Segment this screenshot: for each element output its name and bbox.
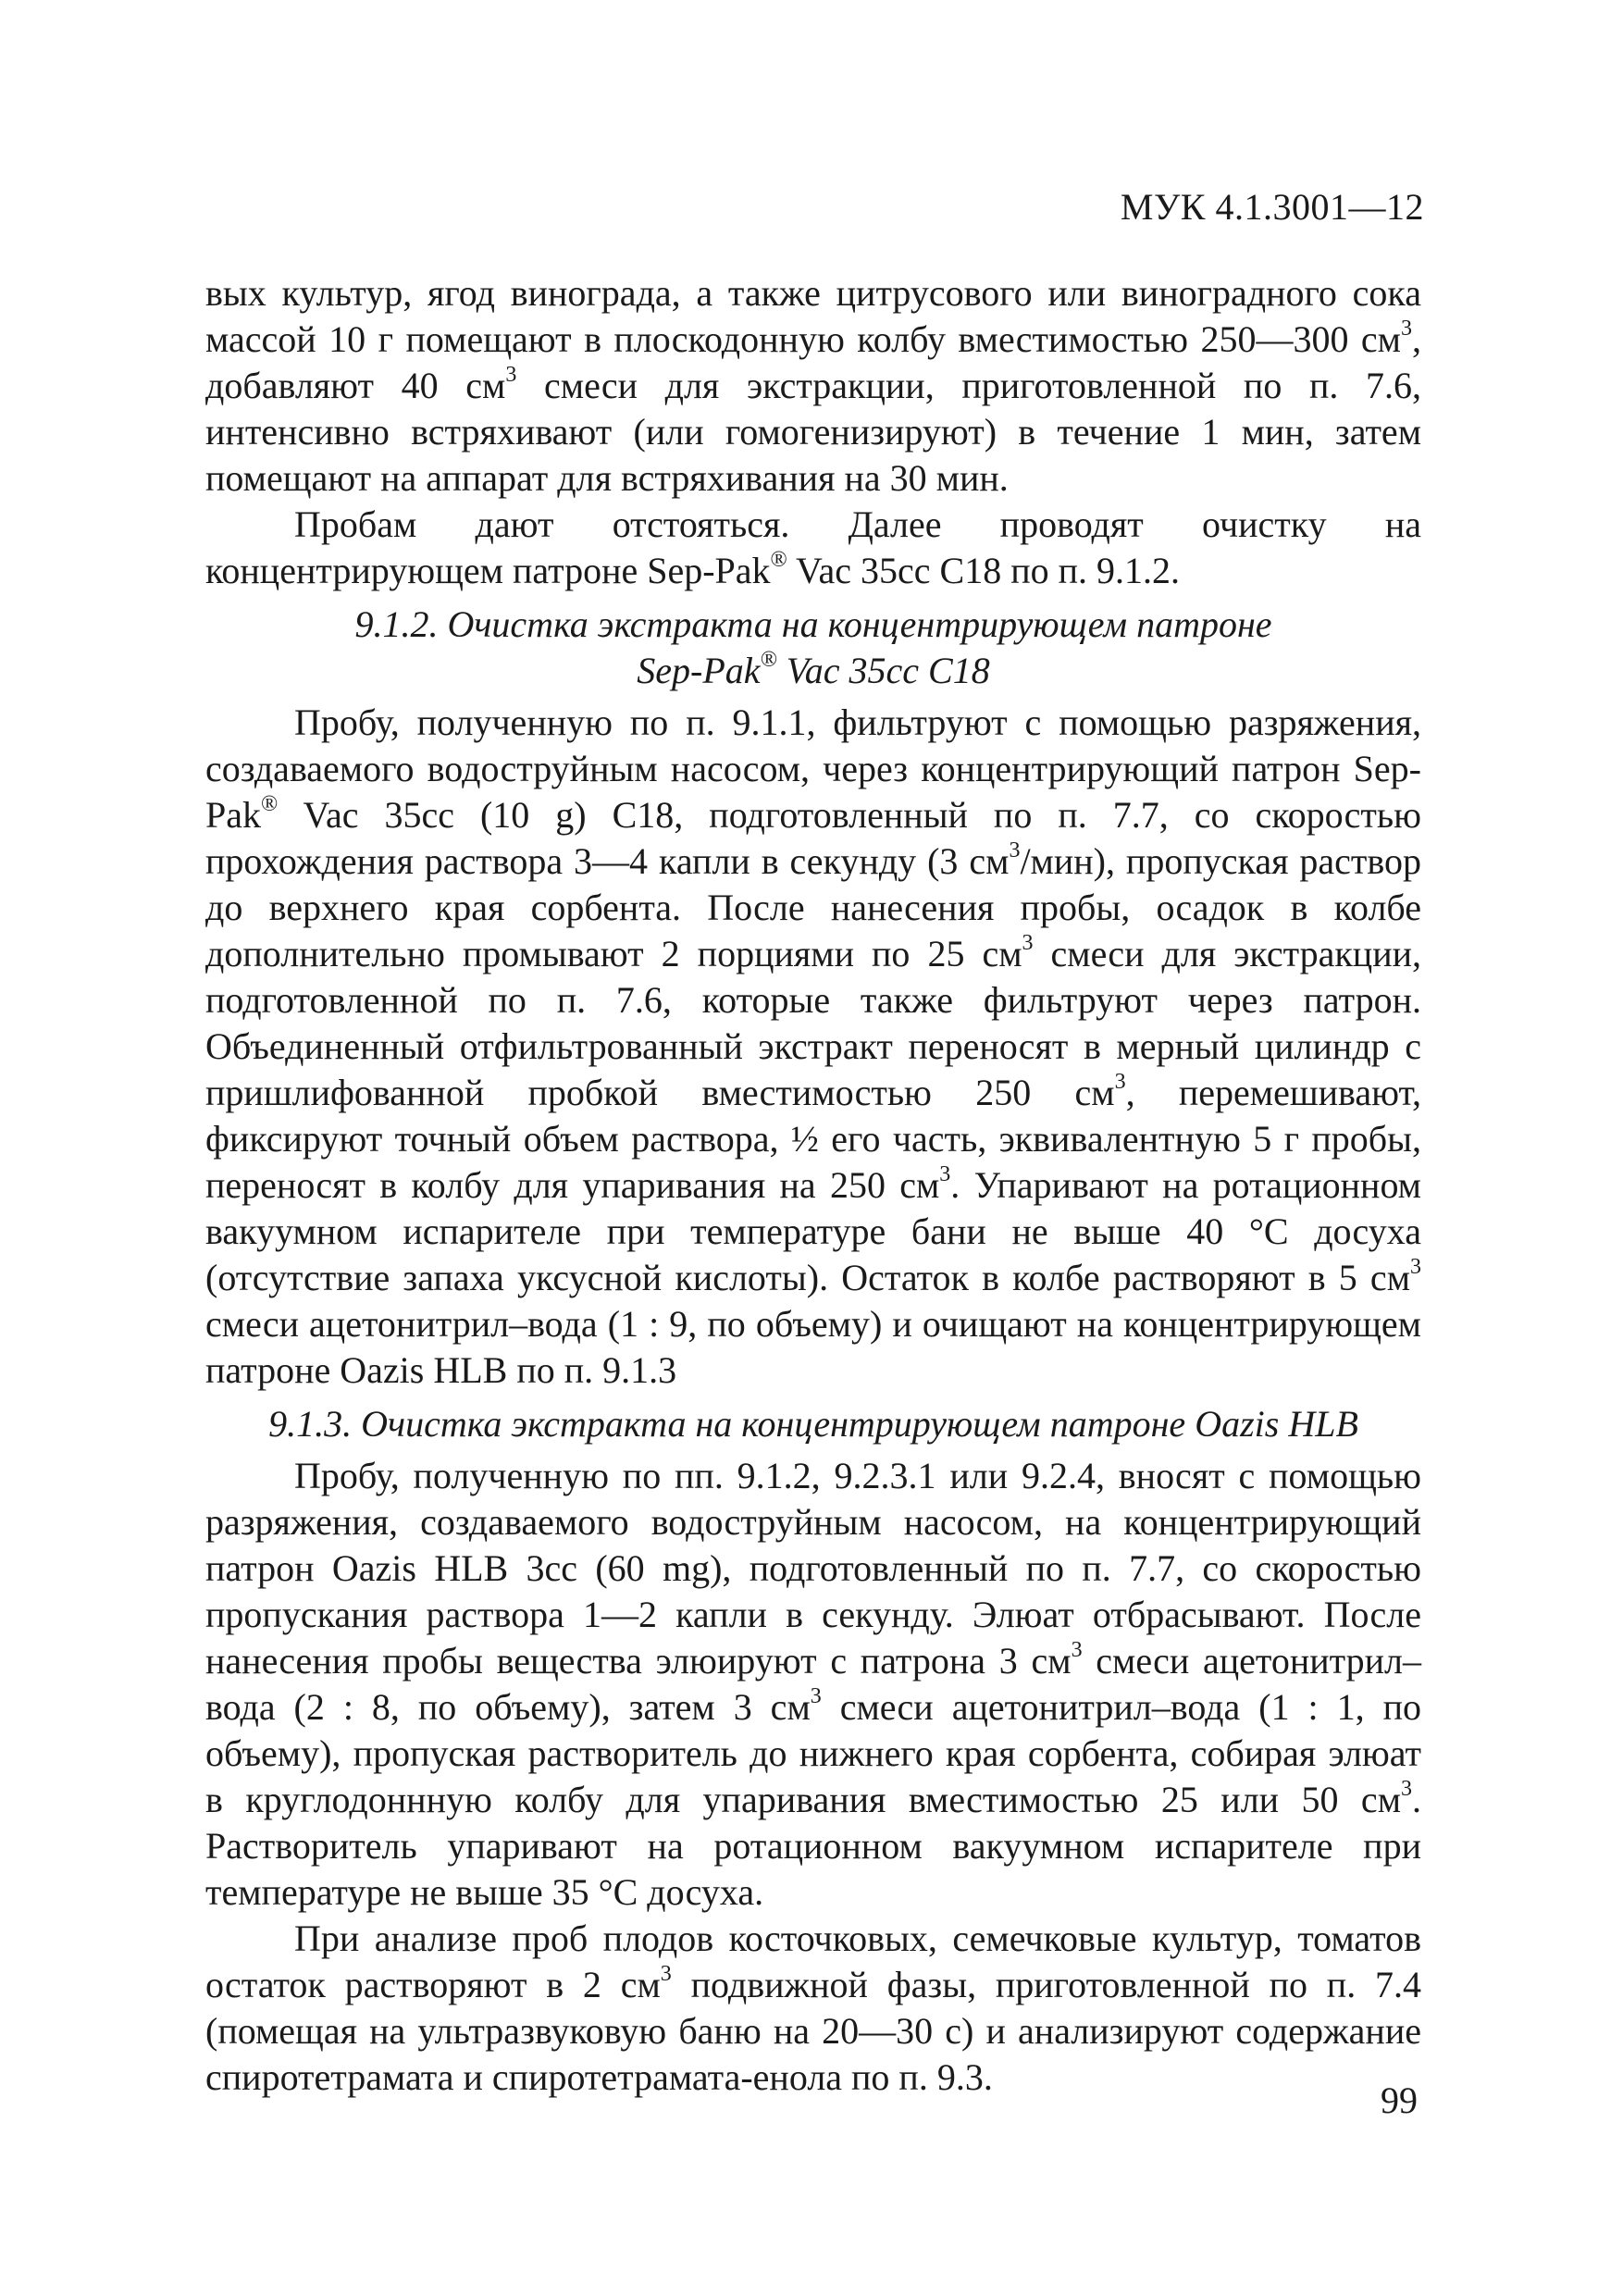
paragraph-analysis xyxy=(205,1916,1421,2101)
text-run: Пробам дают отстояться. Далее проводят очистку на концентрирующем патроне Sep-Pak xyxy=(205,503,1421,591)
text-run: смеси ацетонитрил–вода (2 : 8, по объему), затем 3 см xyxy=(205,1640,1421,1728)
text-run: При анализе проб плодов косточковых, семечковые культур, томатов остаток растворяют в 2 см xyxy=(205,1917,1421,2005)
paragraph-continuation xyxy=(205,270,1421,502)
superscript: 3 xyxy=(1022,930,1034,955)
superscript: 3 xyxy=(810,1683,822,1708)
text-run: смеси ацетонитрил–вода (1 : 9, по объему) и очищают на концентрирующем патроне Oazis HLB по п. 9.1.3 xyxy=(205,1303,1421,1391)
superscript: 3 xyxy=(1009,838,1021,863)
superscript: 3 xyxy=(939,1161,951,1186)
superscript: 3 xyxy=(1401,316,1412,341)
text-run: /мин), пропуская раствор до верхнего края сорбента. После нанесения пробы, осадок в колбе дополнительно промывают 2 порциями по 25 см xyxy=(205,840,1422,974)
text-run: подвижной фазы, приготовленной по п. 7.4 (помещая на ультразвуковую баню на 20—30 с) и анализируют содержание спиротетрамата и спиротетрамата-енола по п. 9.3. xyxy=(205,1964,1421,2098)
paragraph-settling xyxy=(205,502,1421,594)
heading-line: 9.1.2. Очистка экстракта на концентрирующем патроне xyxy=(354,603,1272,645)
superscript: 3 xyxy=(1410,1254,1421,1279)
text-run: Пробу, полученную по п. 9.1.1, фильтруют с помощью разряжения, создаваемого водоструйным насосом, через концентрирующий патрон Sep-Pak xyxy=(205,701,1421,836)
text-run: . Растворитель упаривают на ротационном вакуумном испарителе при температуре не выше 35 °С досуха. xyxy=(205,1779,1421,1913)
text-run: , перемешивают, фиксируют точный объем раствора, ½ его часть, эквивалентную 5 г пробы, переносят в колбу для упаривания на 250 см xyxy=(205,1072,1421,1206)
page-body xyxy=(205,270,1421,2101)
registered-mark: ® xyxy=(770,547,787,572)
registered-mark: ® xyxy=(261,791,279,816)
text-run: вых культур, ягод винограда, а также цитрусового или виноградного сока массой 10 г помещают в плоскодонную колбу вместимостью 250—300 см xyxy=(205,272,1421,360)
text-run: . Упаривают на ротационном вакуумном испарителе при температуре бани не выше 40 °С досуха (отсутствие запаха уксусной кислоты). Остаток в колбе растворяют в 5 см xyxy=(205,1164,1421,1298)
superscript: 3 xyxy=(660,1961,672,1986)
superscript: 3 xyxy=(1071,1637,1083,1662)
paragraph-sep-pak-cleanup xyxy=(205,700,1421,1394)
text-run: , добавляют 40 см xyxy=(205,318,1421,406)
heading-line xyxy=(205,648,1421,694)
text-run: смеси для экстракции, приготовленной по п. 7.6, интенсивно встряхивают (или гомогенизируют) в течение 1 мин, затем помещают на аппарат для встряхивания на 30 мин. xyxy=(205,365,1421,499)
registered-mark: ® xyxy=(760,647,777,672)
text-run: Vac 35cc (10 g) C18, подготовленный по п. 7.7, со скоростью прохождения раствора 3—4 капли в секунду (3 см xyxy=(205,794,1421,882)
text-run: Пробу, полученную по пп. 9.1.2, 9.2.3.1 или 9.2.4, вносят с помощью разряжения, создаваемого водоструйным насосом, на концентрирующий патрон Oazis HLB 3cc (60 mg), подготовленный по п. 7.7, со скоростью пропускания раствора 1—2 капли в секунду. Элюат отбрасывают. После нанесения пробы вещества элюируют с патрона 3 см xyxy=(205,1455,1421,1682)
text-run: Sep-Pak xyxy=(637,650,761,691)
paragraph-oazis-cleanup xyxy=(205,1453,1421,1916)
section-heading-9-1-3: 9.1.3. Очистка экстракта на концентрирующем патроне Oazis HLB xyxy=(268,1403,1358,1445)
text-run: Vac 35cc C18 xyxy=(776,650,990,691)
text-run: смеси для экстракции, подготовленной по п. 7.6, которые также фильтруют через патрон. Объединенный отфильтрованный экстракт переносят в мерный цилиндр с пришлифованной пробкой вместимостью 250 см xyxy=(205,933,1421,1113)
text-run: смеси ацетонитрил–вода (1 : 1, по объему), пропуская растворитель до нижнего края сорбента, собирая элюат в круглодоннную колбу для упаривания вместимостью 25 или 50 см xyxy=(205,1686,1422,1820)
section-heading-9-1-2 xyxy=(205,602,1421,694)
text-run: Vac 35cc C18 по п. 9.1.2. xyxy=(787,550,1181,591)
superscript: 3 xyxy=(505,362,517,387)
superscript: 3 xyxy=(1401,1776,1412,1801)
page-number: 99 xyxy=(1381,2079,1418,2121)
superscript: 3 xyxy=(1114,1069,1126,1094)
running-header: МУК 4.1.3001—12 xyxy=(1120,186,1424,228)
